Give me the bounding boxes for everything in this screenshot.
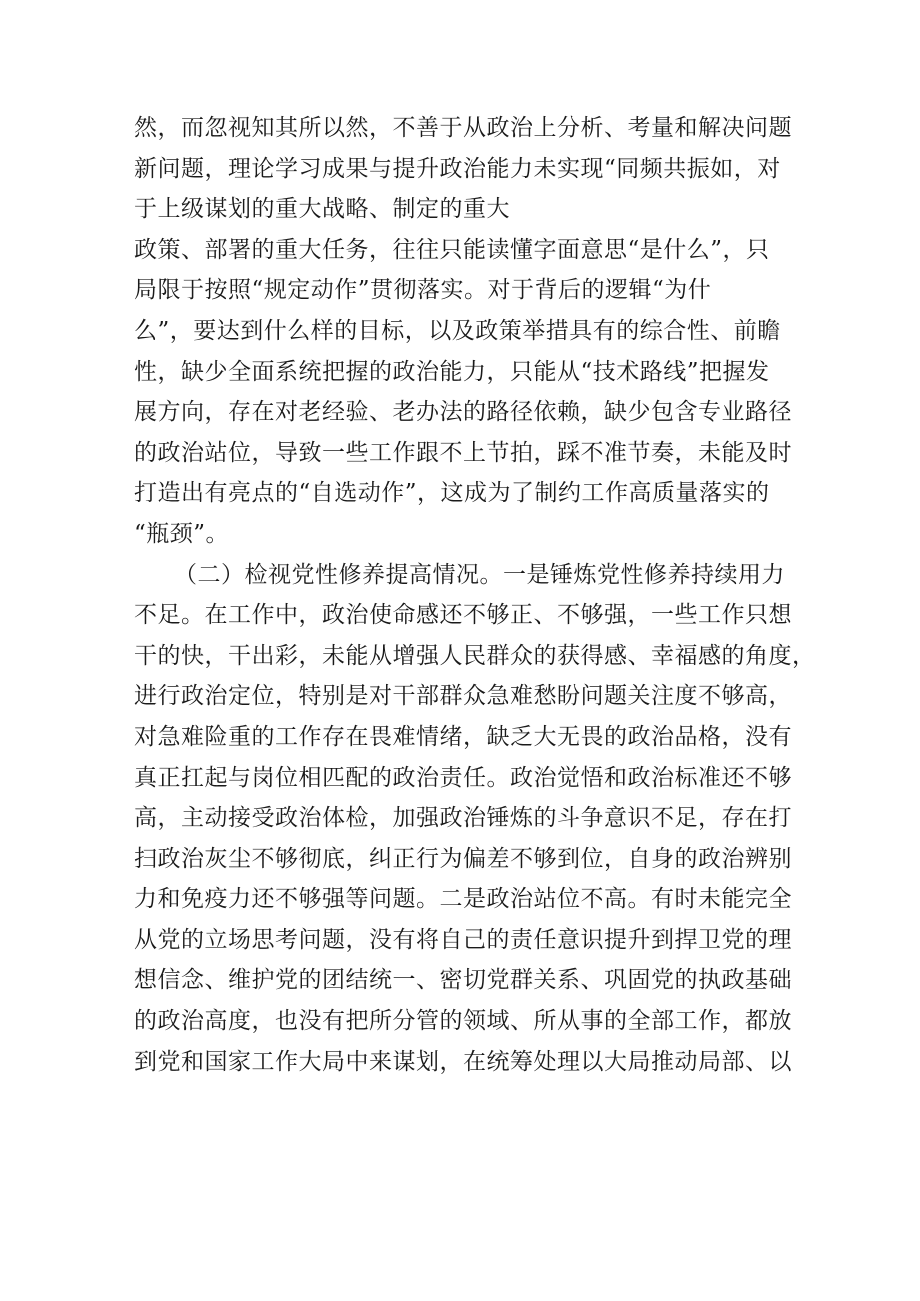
text-line: 然，而忽视知其所以然，不善于从政治上分析、考量和解决问题	[134, 115, 792, 141]
text-line: 于上级谋划的重大战略、制定的重大	[134, 196, 510, 223]
text-line: 干的快，干出彩，未能从增强人民群众的获得感、幸福感的角度，	[134, 642, 816, 669]
document-body	[134, 108, 814, 1082]
text-line: 么”，要达到什么样的目标，以及政策举措具有的综合性、前瞻	[134, 317, 781, 344]
text-line: 到党和国家工作大局中来谋划，在统筹处理以大局推动局部、以	[134, 1048, 792, 1075]
text-line: 对急难险重的工作存在畏难情绪，缺乏大无畏的政治品格，没有	[134, 723, 792, 750]
text-line: （二）检视党性修养提高情况。一是锤炼党性修养持续用力	[174, 561, 785, 588]
text-line: 从党的立场思考问题，没有将自己的责任意识提升到捍卫党的理	[134, 926, 792, 953]
text-line: 高，主动接受政治体检，加强政治锤炼的斗争意识不足，存在打	[134, 805, 792, 832]
text-line: 展方向，存在对老经验、老办法的路径依赖，缺少包含专业路径	[134, 399, 792, 426]
text-line: 扫政治灰尘不够彻底，纠正行为偏差不够到位，自身的政治辨别	[134, 845, 792, 872]
text-line: 力和免疫力还不够强等问题。二是政治站位不高。有时未能完全	[134, 886, 792, 913]
text-line: 新问题，理论学习成果与提升政治能力未实现“同频共振如，对	[134, 155, 781, 182]
text-line: 想信念、维护党的团结统一、密切党群关系、巩固党的执政基础	[134, 967, 792, 994]
text-line: 进行政治定位，特别是对干部群众急难愁盼问题关注度不够高，	[134, 683, 792, 710]
text-line: 真正扛起与岗位相匹配的政治责任。政治觉悟和政治标准还不够	[134, 764, 792, 791]
text-line: 性，缺少全面系统把握的政治能力，只能从“技术路线”把握发	[134, 358, 770, 385]
text-line: 的政治站位，导致一些工作跟不上节拍，踩不准节奏，未能及时	[134, 439, 792, 466]
text-line: 政策、部署的重大任务，往往只能读懂字面意思“是什么”，只	[134, 236, 770, 263]
text-line: “瓶颈”。	[134, 520, 230, 547]
text-line: 打造出有亮点的“自选动作”，这成为了制约工作高质量落实的	[134, 480, 770, 507]
text-line: 局限于按照“规定动作”贯彻落实。对于背后的逻辑“为什	[134, 277, 712, 304]
text-line: 不足。在工作中，政治使命感还不够正、不够强，一些工作只想	[134, 602, 792, 629]
text-line: 的政治高度，也没有把所分管的领域、所从事的全部工作，都放	[134, 1008, 792, 1035]
